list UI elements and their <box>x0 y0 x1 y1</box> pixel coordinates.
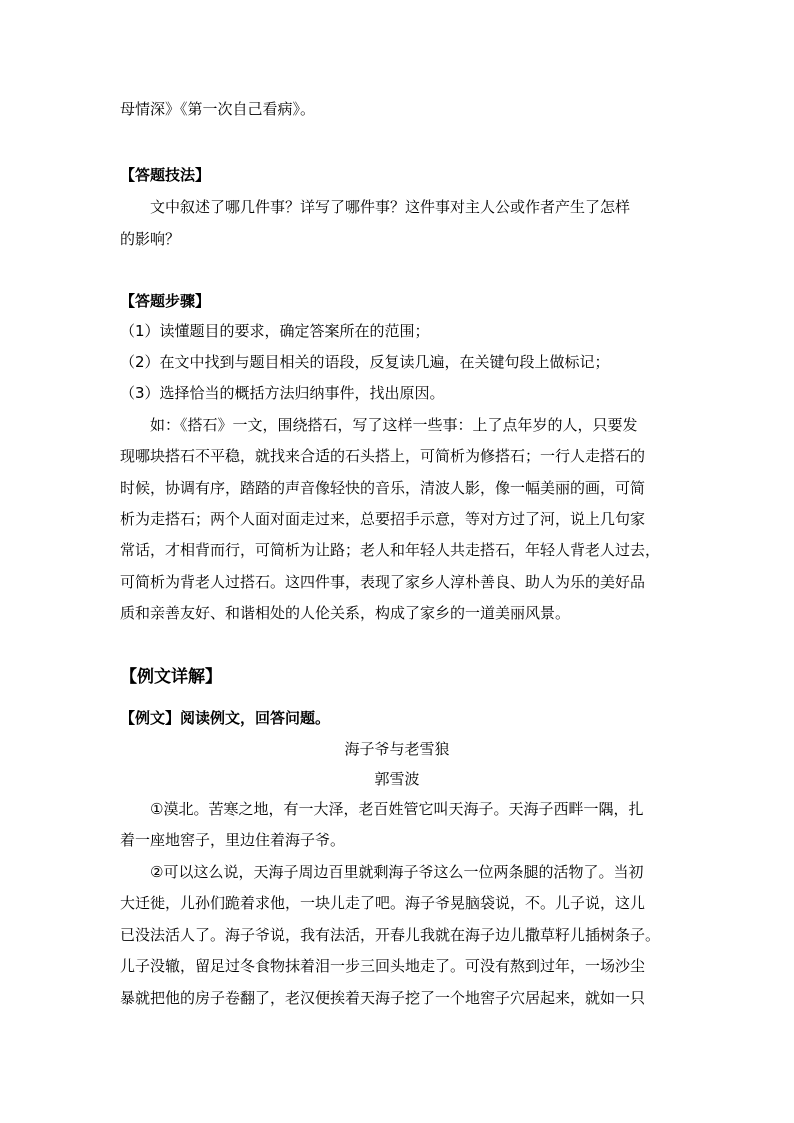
section-heading-answer-technique: 【答题技法】 <box>120 166 211 184</box>
text-line: 母情深》《第一次自己看病》。 <box>120 100 316 118</box>
paragraph-line: 析为走搭石；两个人面对面走过来，总要招手示意，等对方过了河，说上几句家 <box>120 510 646 528</box>
article-line: 着一座地窖子，里边住着海子爷。 <box>120 831 346 849</box>
paragraph-line: 常话，才相背而行，可简析为让路；老人和年轻人共走搭石，年轻人背老人过去， <box>120 541 661 559</box>
article-line: ②可以这么说，天海子周边百里就剩海子爷这么一位两条腿的活物了。当初 <box>150 863 644 881</box>
paragraph-line: 的影响？ <box>120 230 181 248</box>
paragraph-line: 文中叙述了哪几件事？详写了哪件事？这件事对主人公或作者产生了怎样 <box>150 198 631 216</box>
article-line: 已没法活人了。海子爷说，我有法活，开春儿我就在海子边儿撒草籽儿插树条子。 <box>120 926 661 944</box>
paragraph-line: 可简析为背老人过搭石。这四件事，表现了家乡人淳朴善良、助人为乐的美好品 <box>120 573 646 591</box>
article-line: 大迁徙，儿孙们跪着求他，一块儿走了吧。海子爷晃脑袋说，不。儿子说，这儿 <box>120 894 646 912</box>
section-heading-example-explained: 【例文详解】 <box>120 667 222 687</box>
article-line: 暴就把他的房子卷翻了，老汉便挨着天海子挖了一个地窖子穴居起来，就如一只 <box>120 989 646 1007</box>
paragraph-line: 如：《搭石》一文，围绕搭石，写了这样一些事：上了点年岁的人，只要发 <box>150 416 638 434</box>
paragraph-line: 时候，协调有序，踏踏的声音像轻快的音乐，清波人影，像一幅美丽的画，可简 <box>120 479 646 497</box>
section-heading-answer-steps: 【答题步骤】 <box>120 292 211 310</box>
paragraph-line: 质和亲善友好、和谐相处的人伦关系，构成了家乡的一道美丽风景。 <box>120 604 571 622</box>
article-line: ①漠北。苦寒之地，有一大泽，老百姓管它叫天海子。天海子西畔一隅，扎 <box>150 800 644 818</box>
article-line: 儿子没辙，留足过冬食物抹着泪一步三回头地走了。可没有熬到过年，一场沙尘 <box>120 957 646 975</box>
step-item: （2）在文中找到与题目相关的语段，反复读几遍，在关键句段上做标记； <box>120 353 610 371</box>
paragraph-line: 现哪块搭石不平稳，就找来合适的石头搭上，可简析为修搭石；一行人走搭石的 <box>120 447 646 465</box>
article-title: 海子爷与老雪狼 <box>344 740 450 758</box>
article-author: 郭雪波 <box>374 770 420 788</box>
example-prompt: 【例文】阅读例文，回答问题。 <box>120 709 331 727</box>
step-item: （1）读懂题目的要求，确定答案所在的范围； <box>120 322 430 340</box>
step-item: （3）选择恰当的概括方法归纳事件，找出原因。 <box>120 384 445 402</box>
